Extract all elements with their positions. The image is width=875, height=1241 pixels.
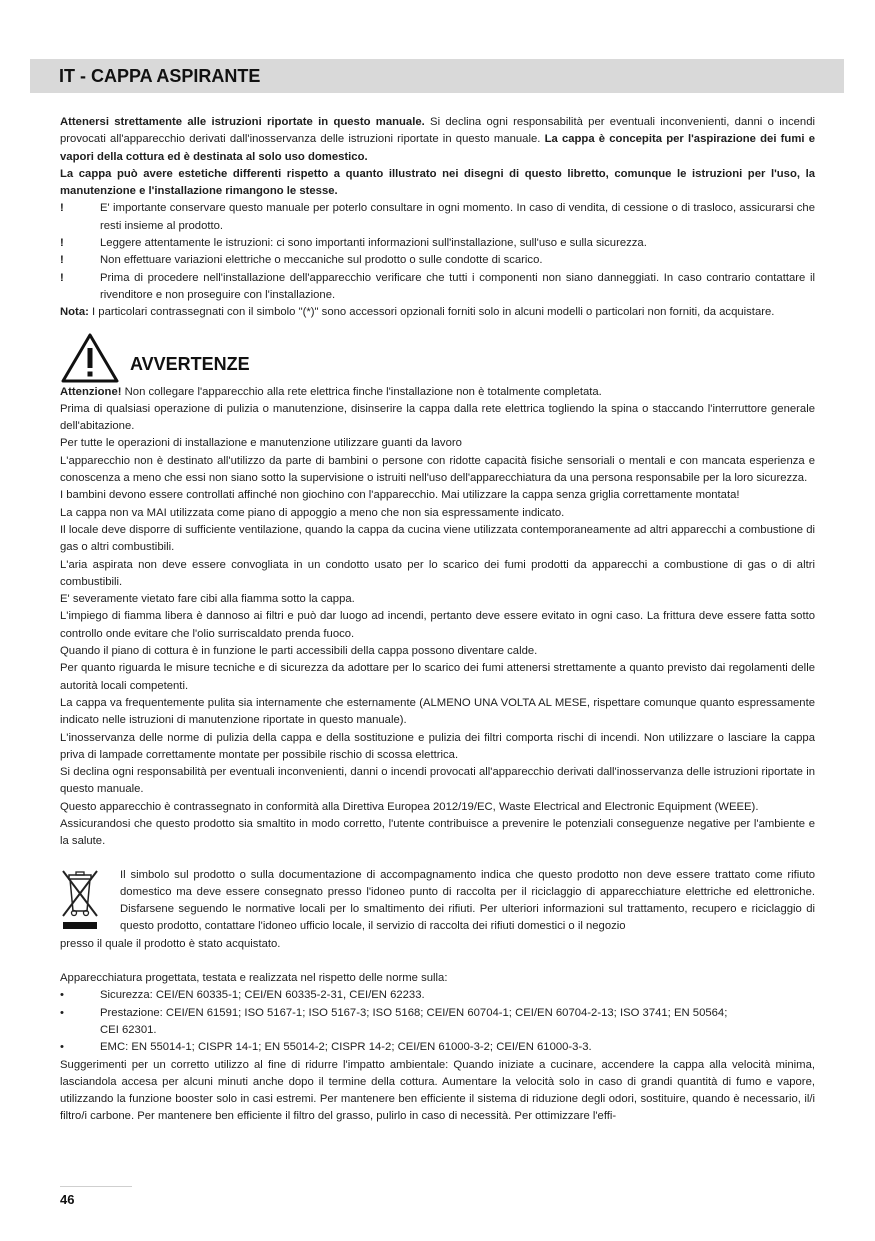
page-number: 46 <box>60 1192 75 1207</box>
section-title: IT - CAPPA ASPIRANTE <box>59 66 261 86</box>
list-item <box>60 200 815 235</box>
crossed-bin-icon <box>60 869 100 931</box>
list-item-text: EMC: EN 55014-1; CISPR 14-1; EN 55014-2; CISPR 14-2; CEI/EN 61000-3-2; CEI/EN 61000-3-3. <box>100 1041 592 1054</box>
warning-heading <box>60 332 815 384</box>
nota-text: I particolari contrassegnati con il simbolo "(*)" sono accessori opzionali forniti solo in alcuni modelli o particolari non forniti, da acquistare. <box>88 306 775 319</box>
list-item-text: E' importante conservare questo manuale per poterlo consultare in ogni momento. In caso di vendita, di cessione o di trasloco, assicurarsi che resti insieme al prodotto. <box>100 202 815 232</box>
warning-paragraph: Quando il piano di cottura è in funzione le parti accessibili della cappa possono diventare calde. <box>60 645 538 658</box>
list-item <box>60 1005 815 1040</box>
warning-paragraph: Il locale deve disporre di sufficiente ventilazione, quando la cappa da cucina viene utilizzata contemporaneamente ad altri apparecchi a combustione di gas o altri combustibili. <box>60 523 815 554</box>
nota-label: Nota: <box>60 306 89 319</box>
weee-notice <box>60 867 815 953</box>
exclamation-marker: ! <box>60 271 64 284</box>
intro-bold-aesthetics: La cappa può avere estetiche differenti rispetto a quanto illustrato nei disegni di questo libretto, comunque le istruzioni per l'uso, la manutenzione e l'installazione rimangono le stesse. <box>60 167 815 198</box>
footer-rule <box>60 1186 132 1187</box>
prestazione-text: Prestazione: CEI/EN 61591; ISO 5167-1; ISO 5167-3; ISO 5168; CEI/EN 60704-1; CEI/EN 60704-2-13; ISO 3741; EN 50564; <box>100 1006 728 1019</box>
warning-paragraph: L'inosservanza delle norme di pulizia della cappa e della sostituzione e pulizia dei filtri comporta rischi di incendi. Non utilizzare o lasciare la cappa priva di lampade correttamente montate per possibile rischio di scossa elettrica. <box>60 731 815 761</box>
attention-text: Non collegare l'apparecchio alla rete elettrica finche l'installazione non è totalmente completata. <box>121 385 602 398</box>
intro-paragraph <box>60 114 815 166</box>
weee-text-continued: presso il quale il prodotto è stato acquistato. <box>60 937 281 950</box>
list-item <box>60 987 815 1004</box>
attention-paragraph <box>60 384 815 401</box>
section-header <box>30 59 844 93</box>
list-item <box>60 252 815 269</box>
warning-paragraph: Si declina ogni responsabilità per eventuali inconvenienti, danni o incendi provocati all'apparecchio derivati dall'inosservanza delle istruzioni riportate in questo manuale. <box>60 766 815 796</box>
list-item-text: Prima di procedere nell'installazione dell'apparecchio verificare che tutti i componenti non siano danneggiati. In caso contrario contattare il rivenditore e non proseguire con l'installazione. <box>100 271 815 301</box>
list-item <box>60 1039 815 1056</box>
spacer <box>60 953 815 970</box>
warning-paragraph: Questo apparecchio è contrassegnato in conformità alla Direttiva Europea 2012/19/EC, Waste Electrical and Electronic Equipment (WEEE). <box>60 800 759 813</box>
exclamation-marker: ! <box>60 254 64 267</box>
prestazione-continued: CEI 62301. <box>100 1023 157 1036</box>
warning-title: AVVERTENZE <box>130 353 250 374</box>
warning-paragraph: Per tutte le operazioni di installazione e manutenzione utilizzare guanti da lavoro <box>60 437 462 450</box>
list-item-text: Non effettuare variazioni elettriche o meccaniche sul prodotto o sulle condotte di scarico. <box>100 254 543 267</box>
warning-paragraph: Prima di qualsiasi operazione di pulizia o manutenzione, disinserire la cappa dalla rete elettrica togliendo la spina o staccando l'interruttore generale dell'abitazione. <box>60 402 815 433</box>
warning-paragraph: La cappa non va MAI utilizzata come piano di appoggio a meno che non sia espressamente indicato. <box>60 506 565 519</box>
warning-paragraph: Assicurandosi che questo prodotto sia smaltito in modo corretto, l'utente contribuisce a prevenire le potenziali conseguenze negative per l'ambiente e la salute. <box>60 817 815 848</box>
bullet-marker: • <box>60 1006 64 1019</box>
suggestions-paragraph: Suggerimenti per un corretto utilizzo al fine di ridurre l'impatto ambientale: Quando iniziate a cucinare, accendere la cappa alla velocità minima, lasciandola accesa per alcuni minuti anche dopo il termine della cottura. Aumentare la velocità solo in caso di grandi quantità di fumo e vapore, utilizzando la funzione booster solo in casi estremi. Per mantenere ben efficiente il sistema di riduzione degli odori, sostituire, quando è necessario, il/i filtro/i carbone. Per mantenere ben efficiente il filtro del grasso, pulirlo in caso di necessità. Per ottimizzare l'effi- <box>60 1058 815 1123</box>
list-item <box>60 270 815 305</box>
exclamation-marker: ! <box>60 237 64 250</box>
manual-content <box>60 114 815 1126</box>
weee-text: Il simbolo sul prodotto o sulla documentazione di accompagnamento indica che questo prodotto non deve essere trattato come rifiuto domestico ma deve essere consegnato presso l'idoneo punto di raccolta per il riciclaggio di apparecchiature elettriche ed elettroniche. Disfarsene seguendo le normative locali per lo smaltimento dei rifiuti. Per ulteriori informazioni sul trattamento, recupero e riciclaggio di questo prodotto, contattare l'idoneo ufficio locale, il servizio di raccolta dei rifiuti domestici o il negozio <box>120 868 815 933</box>
warning-paragraph: I bambini devono essere controllati affinché non giochino con l'apparecchio. Mai utilizzare la cappa senza griglia correttamente montata! <box>60 489 740 502</box>
bullet-marker: • <box>60 989 64 1002</box>
warning-paragraph: E' severamente vietato fare cibi alla fiamma sotto la cappa. <box>60 593 355 606</box>
exclamation-marker: ! <box>60 202 64 215</box>
list-item-text <box>100 1005 815 1040</box>
warning-paragraph: L'apparecchio non è destinato all'utilizzo da parte di bambini o persone con ridotte capacità fisiche sensoriali o mentali e con mancata esperienza e conoscenza a meno che essi non siano sotto la supervisione o istruiti nell'uso dell'apparecchiatura da una persona responsabile per la loro sicurezza. <box>60 454 815 485</box>
intro-bold-use: La cappa è concepita per l'aspirazione dei fumi e vapori della cottura ed è destinata al solo uso domestico. <box>60 133 815 163</box>
intro-text: Si declina ogni responsabilità per eventuali inconvenienti, danni o incendi provocati all'apparecchio derivati dall'inosservanza delle istruzioni riportate in questo manuale. <box>60 116 815 146</box>
intro-bold-lead: Attenersi strettamente alle istruzioni riportate in questo manuale. <box>60 116 425 128</box>
bullet-marker: • <box>60 1041 64 1054</box>
standards-intro: Apparecchiatura progettata, testata e realizzata nel rispetto delle norme sulla: <box>60 972 448 985</box>
warning-paragraph: La cappa va frequentemente pulita sia internamente che esternamente (ALMENO UNA VOLTA AL MESE, rispettare comunque quanto espressamente indicato nelle istruzioni di manutenzione riportate in questo manuale). <box>60 696 815 727</box>
warning-paragraph: Per quanto riguarda le misure tecniche e di sicurezza da adottare per lo scarico dei fumi attenersi strettamente a quanto previsto dai regolamenti delle autorità locali competenti. <box>60 662 815 692</box>
nota-paragraph <box>60 304 815 321</box>
list-item-text: Leggere attentamente le istruzioni: ci sono importanti informazioni sull'installazione, sull'uso e sulla sicurezza. <box>100 237 647 250</box>
intro-paragraph-2 <box>60 166 815 201</box>
list-item <box>60 235 815 252</box>
warning-paragraph: L'aria aspirata non deve essere convogliata in un condotto usato per lo scarico dei fumi prodotti da apparecchi a combustione di gas o di altri combustibili. <box>60 558 815 588</box>
warning-triangle-icon <box>60 332 120 384</box>
list-item-text: Sicurezza: CEI/EN 60335-1; CEI/EN 60335-2-31, CEI/EN 62233. <box>100 989 425 1002</box>
warning-paragraph: L'impiego di fiamma libera è dannoso ai filtri e può dar luogo ad incendi, pertanto deve essere evitato in ogni caso. La frittura deve essere fatta sotto controllo onde evitare che l'olio surriscaldato prenda fuoco. <box>60 610 815 640</box>
attention-label: Attenzione! <box>60 385 122 398</box>
